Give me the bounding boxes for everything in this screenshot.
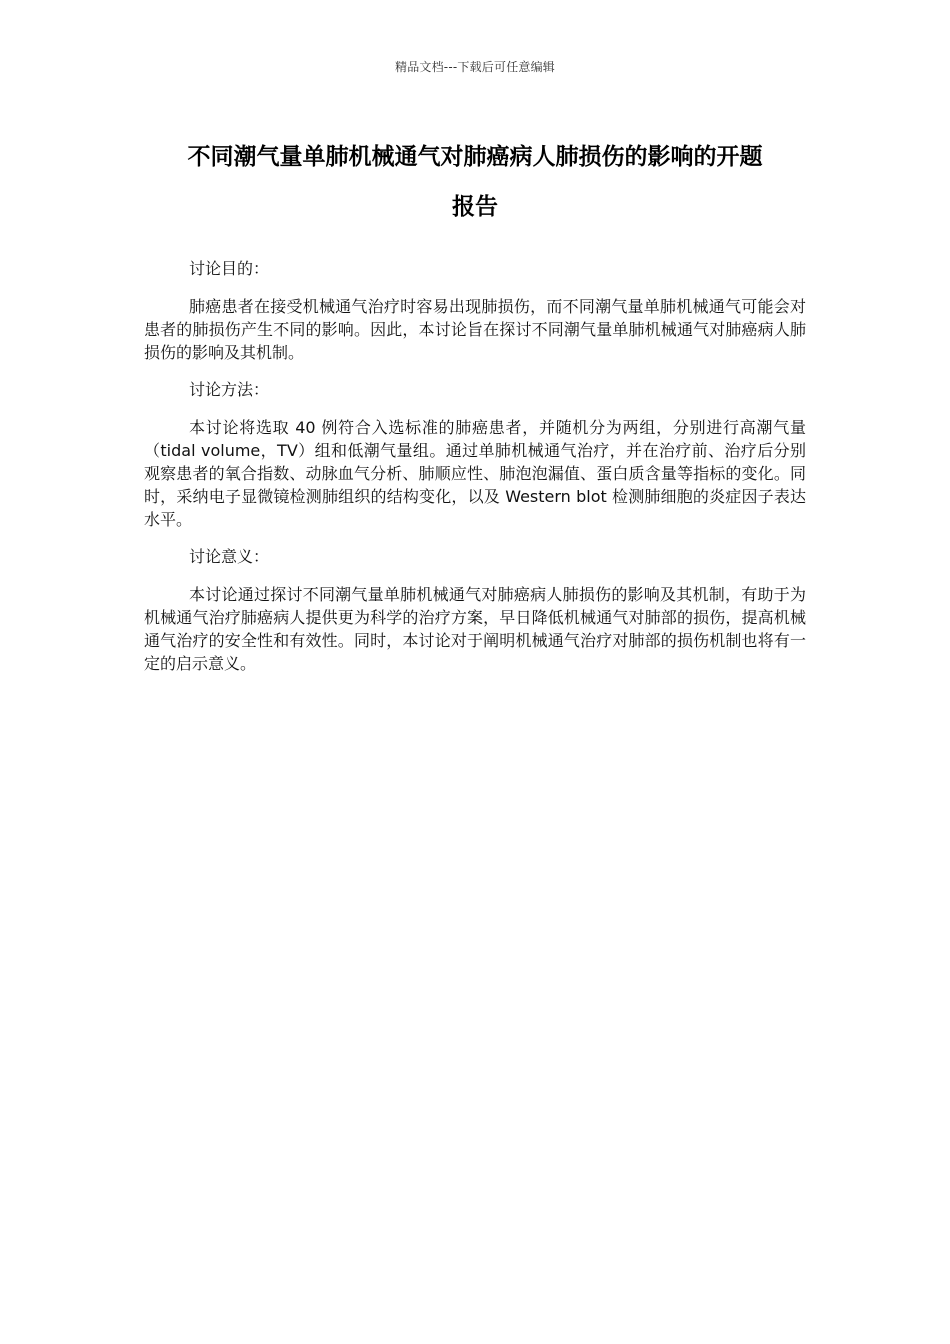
section-body-significance: 本讨论通过探讨不同潮气量单肺机械通气对肺癌病人肺损伤的影响及其机制，有助于为机械通气治疗肺癌病人提供更为科学的治疗方案，早日降低机械通气对肺部的损伤，提高机械通气治疗的安全性和有效性。同时，本讨论对于阐明机械通气治疗对肺部的损伤机制也将有一定的启示意义。 [144,585,806,673]
document-title-line-1: 不同潮气量单肺机械通气对肺癌病人肺损伤的影响的开题 [187,144,763,170]
section-heading-method: 讨论方法： [189,380,270,399]
section-heading-purpose: 讨论目的： [189,259,270,278]
document-title [145,132,805,232]
document-title-line-2: 报告 [452,194,498,220]
section-body-method: 本讨论将选取 40 例符合入选标准的肺癌患者，并随机分为两组，分别进行高潮气量（tidal volume，TV）组和低潮气量组。通过单肺机械通气治疗，并在治疗前、治疗后分别观察患者的氧合指数、动脉血气分析、肺顺应性、肺泡泡漏值、蛋白质含量等指标的变化。同时，采纳电子显微镜检测肺组织的结构变化，以及 Western blot 检测肺细胞的炎症因子表达水平。 [144,418,806,529]
section-heading-significance: 讨论意义： [189,547,270,566]
document-body [144,257,806,689]
section-body-purpose: 肺癌患者在接受机械通气治疗时容易出现肺损伤，而不同潮气量单肺机械通气可能会对患者的肺损伤产生不同的影响。因此，本讨论旨在探讨不同潮气量单肺机械通气对肺癌病人肺损伤的影响及其机制。 [144,297,806,362]
header-note: 精品文档---下载后可任意编辑 [395,60,555,74]
